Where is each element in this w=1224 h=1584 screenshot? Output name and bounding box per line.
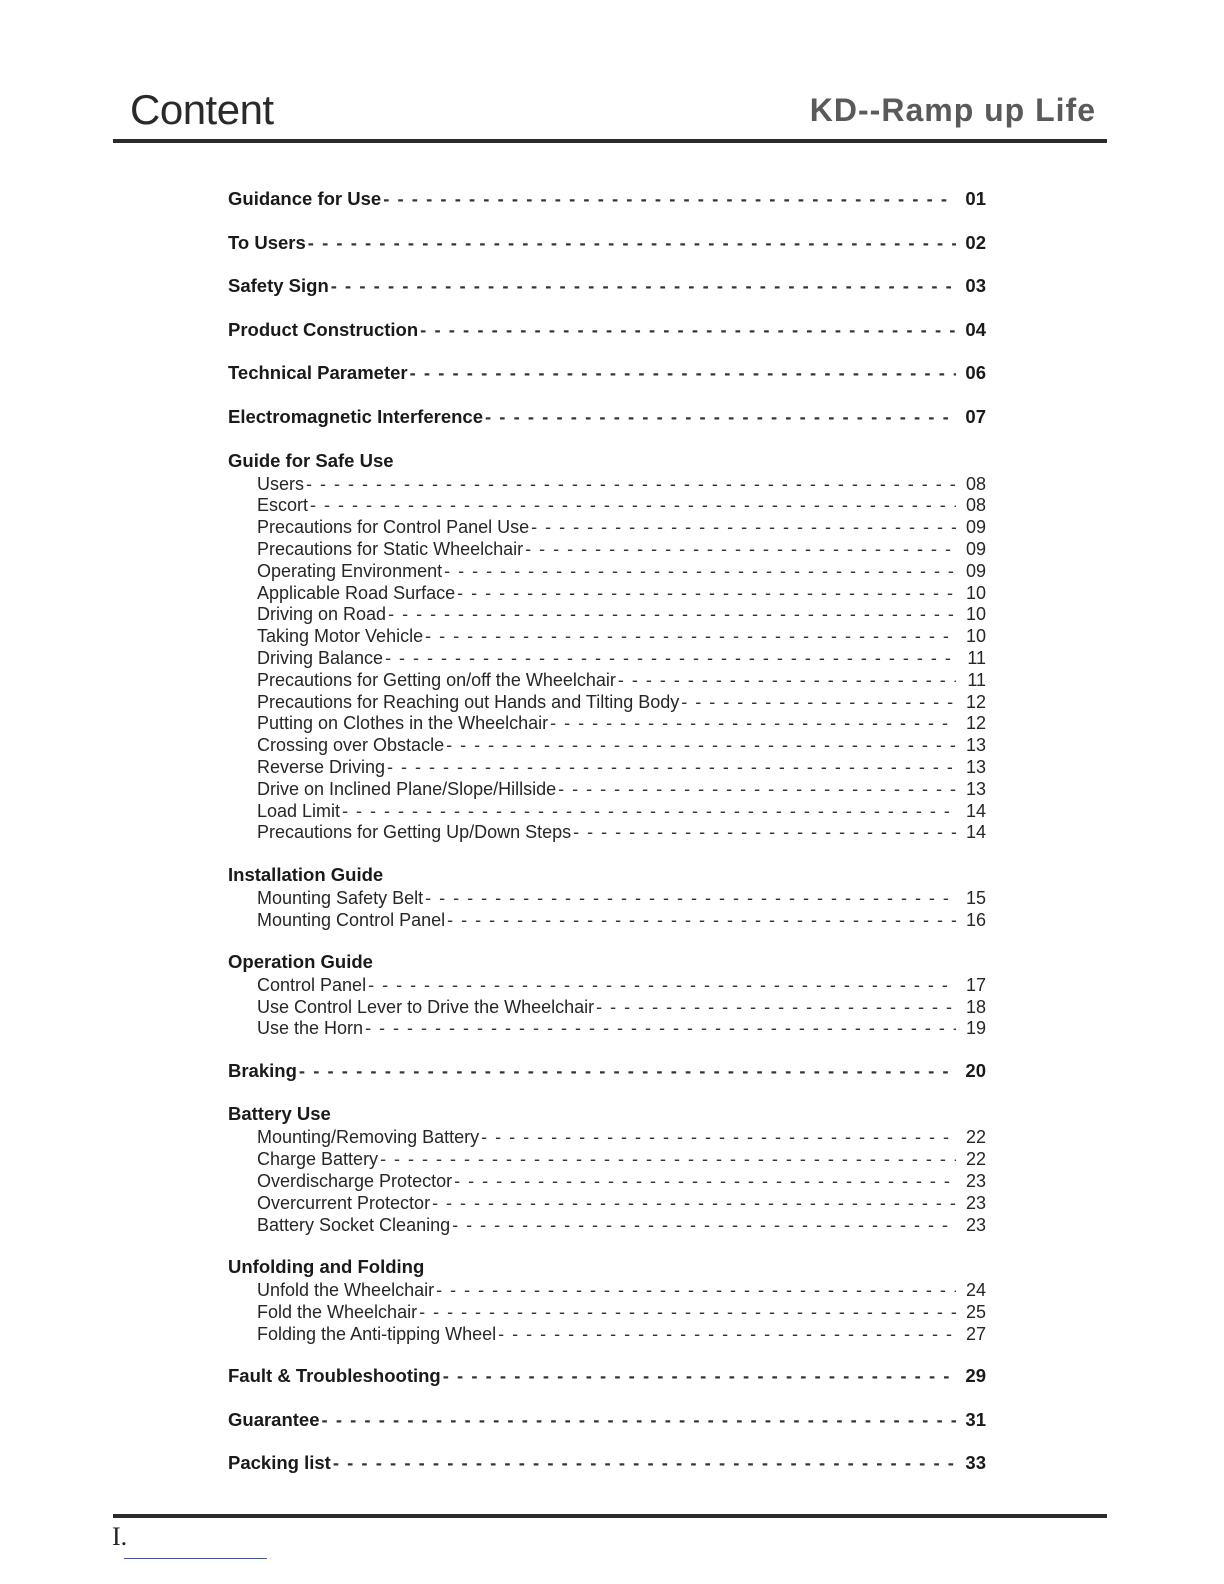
toc-entry-packing-list[interactable] (228, 1450, 986, 1476)
leader-dots (380, 1149, 956, 1171)
toc-page-number: 27 (965, 1323, 986, 1344)
toc-subentry[interactable] (228, 1302, 986, 1324)
toc-page-number: 01 (965, 188, 986, 209)
leader-dots (525, 539, 956, 561)
toc-label: Load Limit (257, 800, 341, 821)
toc-label: Users (257, 473, 305, 494)
table-of-contents (228, 186, 986, 1476)
toc-page-number: 19 (965, 1018, 986, 1039)
toc-label: Reverse Driving (257, 756, 386, 777)
toc-label: Mounting/Removing Battery (257, 1127, 480, 1148)
toc-label: Guarantee (228, 1408, 320, 1430)
toc-page-number: 24 (965, 1280, 986, 1301)
leader-dots (573, 822, 956, 844)
toc-label: Driving Balance (257, 647, 384, 668)
toc-page-number: 31 (965, 1408, 986, 1430)
leader-dots (447, 910, 956, 932)
toc-label: Mounting Safety Belt (257, 887, 424, 908)
toc-label: Drive on Inclined Plane/Slope/Hillside (257, 778, 557, 799)
leader-dots (531, 517, 956, 539)
leader-dots (457, 583, 956, 605)
leader-dots (452, 1215, 956, 1237)
toc-page-number: 22 (965, 1127, 986, 1148)
toc-subentry[interactable] (228, 975, 986, 997)
toc-section-safe-use[interactable] (228, 448, 986, 474)
toc-page-number: 15 (965, 887, 986, 908)
leader-dots (425, 626, 956, 648)
leader-dots (387, 757, 956, 779)
toc-page-number: 16 (965, 909, 986, 930)
toc-label: Precautions for Static Wheelchair (257, 538, 524, 559)
toc-label: Taking Motor Vehicle (257, 626, 424, 647)
toc-page-number: 12 (965, 691, 986, 712)
toc-page-number: 08 (965, 495, 986, 516)
toc-section-heading: Unfolding and Folding (228, 1256, 425, 1278)
toc-page-number: 12 (965, 713, 986, 734)
toc-label: Putting on Clothes in the Wheelchair (257, 713, 549, 734)
toc-subentry[interactable] (228, 997, 986, 1019)
toc-label: Crossing over Obstacle (257, 735, 445, 756)
toc-label: Safety Sign (228, 275, 329, 297)
leader-dots (425, 888, 956, 910)
toc-subentry[interactable] (228, 888, 986, 910)
toc-label: Precautions for Getting on/off the Wheelchair (257, 669, 616, 690)
toc-page-number: 10 (965, 582, 986, 603)
leader-dots (485, 404, 956, 430)
toc-label: Battery Socket Cleaning (257, 1214, 451, 1235)
toc-label: Use the Horn (257, 1018, 364, 1039)
toc-subentry[interactable] (228, 517, 986, 539)
toc-page-number: 07 (965, 405, 986, 427)
leader-dots (432, 1193, 956, 1215)
page-number: I. (112, 1522, 128, 1551)
toc-page-number: 29 (965, 1365, 986, 1387)
leader-dots (342, 801, 956, 823)
toc-page-number: 33 (965, 1452, 986, 1474)
toc-label: Folding the Anti-tipping Wheel (257, 1323, 497, 1344)
toc-entry-fault[interactable] (228, 1363, 986, 1389)
toc-subentry[interactable] (228, 1127, 986, 1149)
toc-subentry[interactable] (228, 801, 986, 823)
leader-dots (681, 692, 956, 714)
leader-dots (365, 1018, 956, 1040)
toc-page-number: 14 (965, 800, 986, 821)
toc-section-heading: Battery Use (228, 1103, 331, 1125)
leader-dots (454, 1171, 956, 1193)
footer-divider (113, 1514, 1107, 1518)
leader-dots (383, 186, 956, 212)
toc-entry-safety-sign[interactable] (228, 273, 986, 299)
toc-subentry[interactable] (228, 1018, 986, 1040)
toc-subentry[interactable] (228, 735, 986, 757)
leader-dots (446, 735, 956, 757)
leader-dots (333, 1450, 956, 1476)
leader-dots (310, 495, 956, 517)
toc-label: Charge Battery (257, 1149, 379, 1170)
toc-label: Mounting Control Panel (257, 909, 446, 930)
toc-subentry[interactable] (228, 626, 986, 648)
toc-page-number: 02 (965, 231, 986, 253)
toc-subentry[interactable] (228, 495, 986, 517)
toc-subentry[interactable] (228, 583, 986, 605)
toc-page-number: 22 (965, 1149, 986, 1170)
toc-page-number: 10 (965, 604, 986, 625)
leader-dots (368, 975, 956, 997)
toc-label: Precautions for Reaching out Hands and Tilting Body (257, 691, 680, 712)
toc-label: Applicable Road Surface (257, 582, 456, 603)
toc-subentry[interactable] (228, 604, 986, 626)
leader-dots (550, 713, 956, 735)
toc-page-number: 04 (965, 318, 986, 340)
toc-section-heading: Operation Guide (228, 950, 373, 972)
toc-page-number: 13 (965, 735, 986, 756)
toc-subentry[interactable] (228, 779, 986, 801)
toc-section-operation[interactable] (228, 949, 986, 975)
leader-dots (444, 561, 956, 583)
toc-subentry[interactable] (228, 1171, 986, 1193)
leader-dots (410, 360, 956, 386)
toc-subentry[interactable] (228, 1324, 986, 1346)
toc-label: To Users (228, 231, 306, 253)
toc-label: Escort (257, 495, 309, 516)
toc-entry-electromagnetic[interactable] (228, 404, 986, 430)
leader-dots (331, 273, 956, 299)
leader-dots (388, 604, 956, 626)
leader-dots (481, 1127, 956, 1149)
toc-page-number: 13 (965, 756, 986, 777)
toc-subentry[interactable] (228, 561, 986, 583)
leader-dots (596, 997, 956, 1019)
toc-entry-technical-parameter[interactable] (228, 360, 986, 386)
leader-dots (618, 670, 956, 692)
toc-label: Product Construction (228, 318, 419, 340)
leader-dots (436, 1280, 956, 1302)
toc-section-folding[interactable] (228, 1254, 986, 1280)
toc-page-number: 23 (965, 1192, 986, 1213)
leader-dots (558, 779, 956, 801)
toc-page-number: 10 (965, 626, 986, 647)
leader-dots (443, 1363, 956, 1389)
toc-section-heading: Guide for Safe Use (228, 449, 394, 471)
toc-subentry[interactable] (228, 822, 986, 844)
toc-label: Fault & Troubleshooting (228, 1365, 441, 1387)
toc-page-number: 06 (965, 362, 986, 384)
page-title: Content (130, 86, 274, 133)
leader-dots (322, 1407, 956, 1433)
toc-label: Precautions for Control Panel Use (257, 517, 530, 538)
toc-page-number: 11 (967, 669, 986, 690)
toc-entry-guarantee[interactable] (228, 1407, 986, 1433)
toc-entry-braking[interactable] (228, 1058, 986, 1084)
toc-subentry[interactable] (228, 1215, 986, 1237)
toc-page-number: 17 (965, 974, 986, 995)
toc-page-number: 20 (965, 1059, 986, 1081)
toc-entry-product-construction[interactable] (228, 317, 986, 343)
toc-subentry[interactable] (228, 648, 986, 670)
toc-subentry[interactable] (228, 1193, 986, 1215)
toc-label: Operating Environment (257, 560, 443, 581)
brand-name: KD--Ramp up Life (809, 92, 1096, 128)
toc-section-heading: Installation Guide (228, 863, 384, 885)
toc-subentry[interactable] (228, 670, 986, 692)
toc-label: Overcurrent Protector (257, 1192, 431, 1213)
toc-label: Use Control Lever to Drive the Wheelchair (257, 996, 595, 1017)
toc-label: Braking (228, 1059, 297, 1081)
toc-page-number: 03 (965, 275, 986, 297)
toc-label: Precautions for Getting Up/Down Steps (257, 822, 572, 843)
toc-label: Overdischarge Protector (257, 1171, 453, 1192)
leader-dots (498, 1324, 956, 1346)
toc-subentry[interactable] (228, 757, 986, 779)
toc-subentry[interactable] (228, 910, 986, 932)
leader-dots (299, 1058, 956, 1084)
toc-page-number: 09 (965, 517, 986, 538)
toc-label: Electromagnetic Interference (228, 405, 483, 427)
toc-label: Unfold the Wheelchair (257, 1280, 435, 1301)
toc-label: Control Panel (257, 974, 367, 995)
toc-subentry[interactable] (228, 539, 986, 561)
header-divider (113, 139, 1107, 143)
toc-page-number: 23 (965, 1214, 986, 1235)
toc-page-number: 09 (965, 560, 986, 581)
toc-page-number: 23 (965, 1171, 986, 1192)
toc-entry-to-users[interactable] (228, 230, 986, 256)
toc-page-number: 08 (965, 473, 986, 494)
toc-subentry[interactable] (228, 692, 986, 714)
toc-page-number: 18 (965, 996, 986, 1017)
toc-page-number: 09 (965, 538, 986, 559)
toc-subentry[interactable] (228, 1149, 986, 1171)
leader-dots (385, 648, 956, 670)
toc-subentry[interactable] (228, 713, 986, 735)
toc-page-number: 13 (965, 778, 986, 799)
toc-entry-guidance[interactable] (228, 186, 986, 212)
leader-dots (420, 317, 956, 343)
leader-dots (306, 474, 956, 496)
toc-page-number: 14 (965, 822, 986, 843)
toc-section-battery[interactable] (228, 1101, 986, 1127)
toc-page-number: 11 (967, 647, 986, 668)
toc-subentry[interactable] (228, 1280, 986, 1302)
toc-page-number: 25 (965, 1301, 986, 1322)
toc-label: Packing list (228, 1452, 331, 1474)
toc-label: Fold the Wheelchair (257, 1301, 418, 1322)
toc-label: Technical Parameter (228, 362, 408, 384)
toc-subentry[interactable] (228, 474, 986, 496)
footer-link-underline (124, 1558, 267, 1559)
toc-label: Guidance for Use (228, 188, 382, 209)
toc-section-installation[interactable] (228, 862, 986, 888)
leader-dots (308, 230, 956, 256)
toc-label: Driving on Road (257, 604, 387, 625)
leader-dots (419, 1302, 956, 1324)
